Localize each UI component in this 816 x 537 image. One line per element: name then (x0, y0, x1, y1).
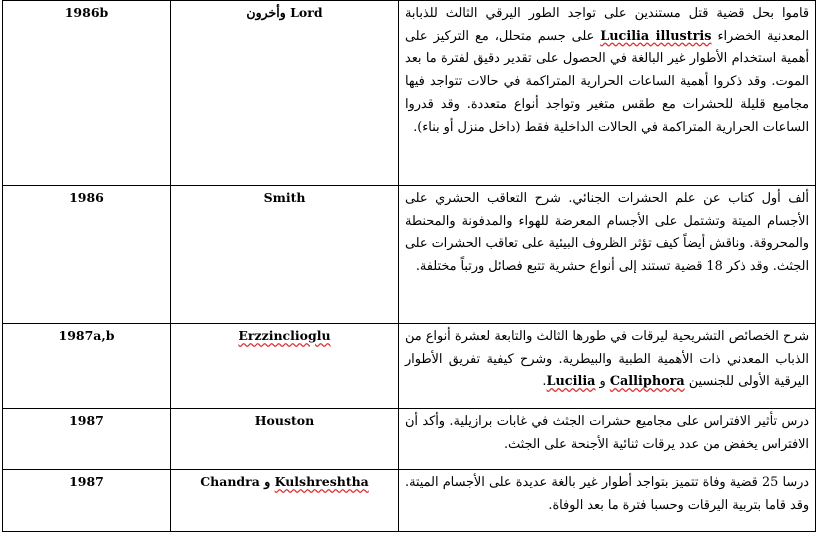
author-name: Lord (290, 5, 323, 20)
table-row (3, 1, 816, 186)
year-cell: 1987 (3, 470, 171, 532)
literature-table (2, 0, 816, 532)
species-name: Lucilia illustris (600, 28, 712, 44)
description-text: على جسم متحلل، مع التركيز على أهمية استخدام الأطوار غير البالغة في الحصول على تقدير دقيق لفترة ما بعد الموت. وقد ذكروا أهمية الساعات الحرارية المتراكمة في حالات تتواجد فيها مجاميع قليلة للحشرات مع طقس متغير وتواجد أنواع متعددة. وقد قدروا الساعات الحرارية المتراكمة في الحالات الداخلية فقط (داخل منزل أو بناء). (405, 28, 809, 135)
table-row (3, 409, 816, 470)
description-text: درس تأثير الافتراس على مجاميع حشرات الجثث في غابات برازيلية. وأكد أن الافتراس يخفض من عدد يرقات ثنائية الأجنحة على الجثث. (405, 414, 809, 452)
author-name: Houston (254, 413, 315, 428)
description-cell (399, 186, 816, 324)
description-text: ألف أول كتاب عن علم الحشرات الجنائي. شرح التعاقب الحشري على الأجسام الميتة وتشتمل على الأجسام المعرضة للهواء والمدفونة والمحنطة والمحروقة. وناقش أيضاً كيف تؤثر الظروف البيئية على تعاقب الحشرات على الجثث. وقد ذكر 18 قضية تستند إلى أنواع حشرية تتبع فصائل ورتباً مختلفة. (405, 191, 809, 275)
author-cell (171, 409, 399, 470)
author-name: Smith (263, 190, 306, 205)
table-row (3, 324, 816, 409)
year-cell: 1986b (3, 1, 171, 186)
author-suffix: وأخرون (246, 5, 291, 20)
author-name: Erzzinclioglu (238, 328, 331, 343)
description-text: قاموا بحل قضية قتل مستندين على تواجد الطور اليرقي الثالث للذبابة المعدنية الخضراء (405, 6, 809, 44)
author-name: Chandra (200, 474, 260, 489)
description-text: درسا 25 قضية وفاة تتميز بتواجد أطوار غير بالغة عديدة على الأجسام الميتة. وقد قاما بتربية اليرقات وحسبا فترة ما بعد الوفاة. (405, 475, 809, 513)
author-name: Kulshreshtha (274, 474, 369, 489)
description-cell (399, 409, 816, 470)
genus-name: Lucilia (546, 374, 596, 390)
year-cell: 1987a,b (3, 324, 171, 409)
table-row (3, 186, 816, 324)
description-cell (399, 324, 816, 409)
author-cell (171, 1, 399, 186)
description-cell (399, 470, 816, 532)
description-text: . (542, 374, 547, 390)
genus-name: Calliphora (609, 374, 685, 390)
year-cell: 1986 (3, 186, 171, 324)
author-cell (171, 186, 399, 324)
author-cell (171, 470, 399, 532)
conjunction: و (595, 374, 610, 390)
author-conjunction: و (259, 474, 275, 489)
table-row (3, 470, 816, 532)
year-cell: 1987 (3, 409, 171, 470)
author-cell (171, 324, 399, 409)
description-text: شرح الخصائص التشريحية ليرقات في طورها الثالث والتابعة لعشرة أنواع من الذباب المعدني ذات الأهمية الطبية والبيطرية. وشرح كيفية تفريق الأطوار اليرقية الأولى للجنسين (405, 329, 809, 390)
description-cell (399, 1, 816, 186)
